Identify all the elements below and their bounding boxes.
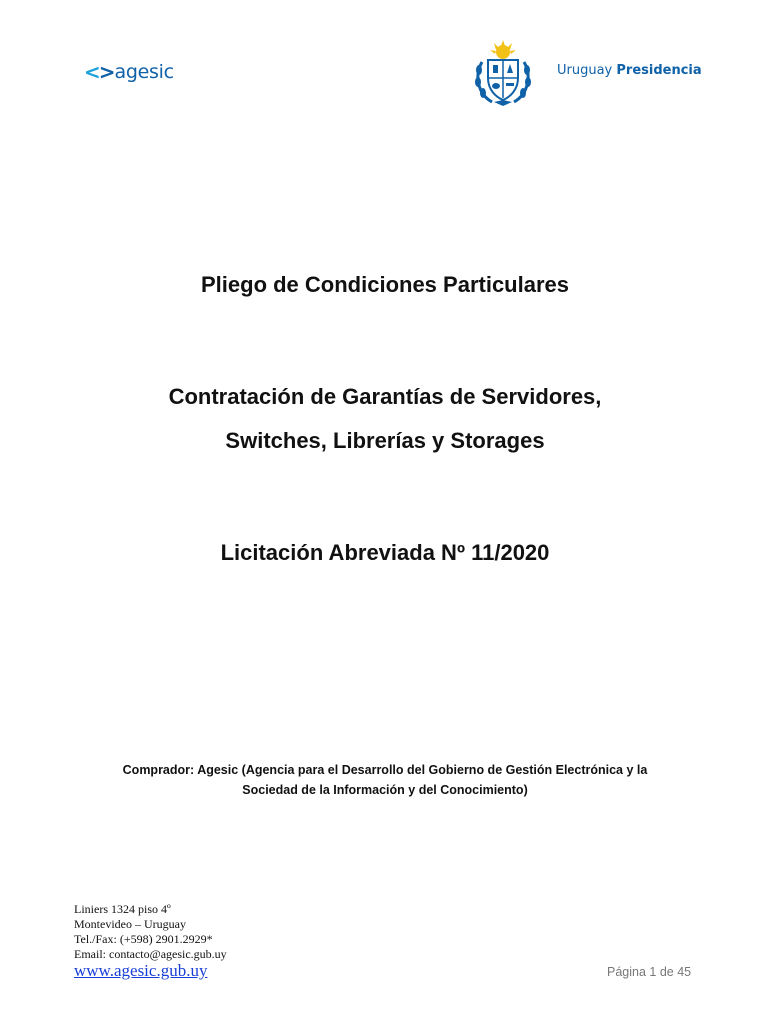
uruguay-coat-of-arms-icon: [472, 40, 534, 108]
procedure-number: Licitación Abreviada Nº 11/2020: [220, 540, 550, 565]
agesic-logo-brackets: <>: [84, 60, 114, 84]
address-phone: Tel./Fax: (+598) 2901.2929*: [74, 932, 213, 946]
document-subject-line-2: Switches, Librerías y Storages: [225, 428, 545, 453]
address-email: Email: contacto@agesic.gub.uy: [74, 947, 227, 961]
page-number: Página 1 de 45: [607, 965, 692, 979]
presidencia-logo: [557, 63, 702, 78]
buyer-statement: [60, 760, 710, 800]
buyer-line-1: Comprador: Agesic (Agencia para el Desarrollo del Gobierno de Gestión Electrónica y la: [122, 763, 648, 777]
agesic-logo: [84, 58, 174, 86]
document-subject-line-1: Contratación de Garantías de Servidores,: [168, 384, 602, 409]
address-street: Liniers 1324 piso 4º: [74, 902, 171, 916]
buyer-line-2: Sociedad de la Información y del Conocimiento): [242, 783, 528, 797]
agesic-logo-word: agesic: [114, 61, 174, 83]
website-link[interactable]: www.agesic.gub.uy: [74, 961, 208, 980]
contact-address: [74, 902, 227, 962]
document-title: Pliego de Condiciones Particulares: [201, 272, 569, 297]
address-city: Montevideo – Uruguay: [74, 917, 186, 931]
presidencia-logo-country: Uruguay: [557, 63, 613, 78]
document-subject: [0, 375, 770, 463]
presidencia-logo-office: Presidencia: [616, 63, 702, 78]
